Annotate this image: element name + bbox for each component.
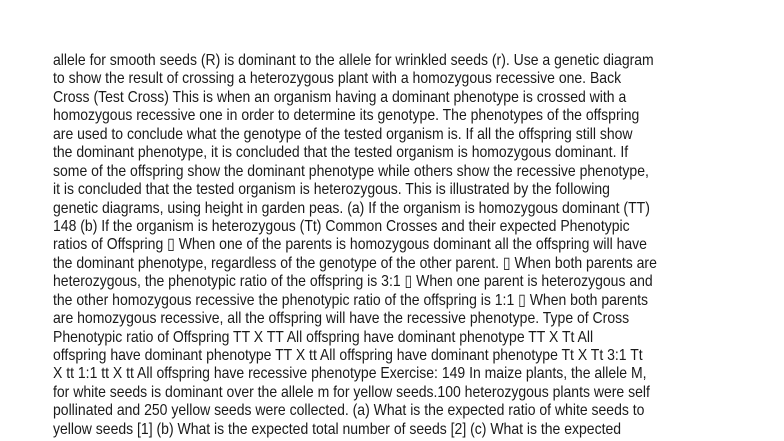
text-line: heterozygous, the phenotypic ratio of the offspring is 3:1 ▯ When one parent is heterozygous and	[53, 273, 653, 291]
document-body	[53, 52, 784, 439]
text-line: it is concluded that the tested organism is heterozygous. This is illustrated by the following	[53, 181, 610, 199]
text-line: the dominant phenotype, regardless of the genotype of the other parent. ▯ When both parents are	[53, 254, 657, 272]
text-line: offspring have dominant phenotype TT X tt All offspring have dominant phenotype Tt X Tt 3:1 Tt	[53, 347, 643, 364]
text-line: Phenotypic ratio of Offspring TT X TT All offspring have dominant phenotype TT X Tt All	[53, 328, 594, 346]
text-line: yellow seeds [1] (b) What is the expected total number of seeds [2] (c) What is the expected	[53, 420, 622, 438]
text-line: homozygous recessive one in order to determine its genotype. The phenotypes of the offspring	[53, 107, 640, 125]
text-line: for white seeds is dominant over the allele m for yellow seeds.100 heterozygous plants were self	[53, 383, 650, 401]
text-line: pollinated and 250 yellow seeds were collected. (a) What is the expected ratio of white seeds to	[53, 402, 645, 420]
text-line: 148 (b) If the organism is heterozygous (Tt) Common Crosses and their expected Phenotypic	[53, 217, 630, 235]
text-line: are homozygous recessive, all the offspring will have the recessive phenotype. Type of Cross	[53, 310, 630, 328]
text-line: genetic diagrams, using height in garden peas. (a) If the organism is homozygous dominant (TT)	[53, 199, 650, 217]
text-line: Cross (Test Cross) This is when an organism having a dominant phenotype is crossed with a	[53, 88, 627, 106]
text-line: the other homozygous recessive the phenotypic ratio of the offspring is 1:1 ▯ When both parents	[53, 291, 649, 309]
text-line: the dominant phenotype, it is concluded that the tested organism is homozygous dominant. If	[53, 144, 629, 162]
text-line: are used to conclude what the genotype of the tested organism is. If all the offspring still show	[53, 125, 633, 143]
text-line: to show the result of crossing a heterozygous plant with a homozygous recessive one. Back	[53, 70, 622, 88]
text-line: some of the offspring show the dominant phenotype while others show the recessive phenotype,	[53, 162, 649, 180]
text-line: allele for smooth seeds (R) is dominant to the allele for wrinkled seeds (r). Use a genetic diagram	[53, 52, 654, 69]
text-line: ratios of Offspring ▯ When one of the parents is homozygous dominant all the offspring will have	[53, 236, 647, 254]
text-line: X tt 1:1 tt X tt All offspring have recessive phenotype Exercise: 149 In maize plants, the allele M,	[53, 365, 647, 383]
